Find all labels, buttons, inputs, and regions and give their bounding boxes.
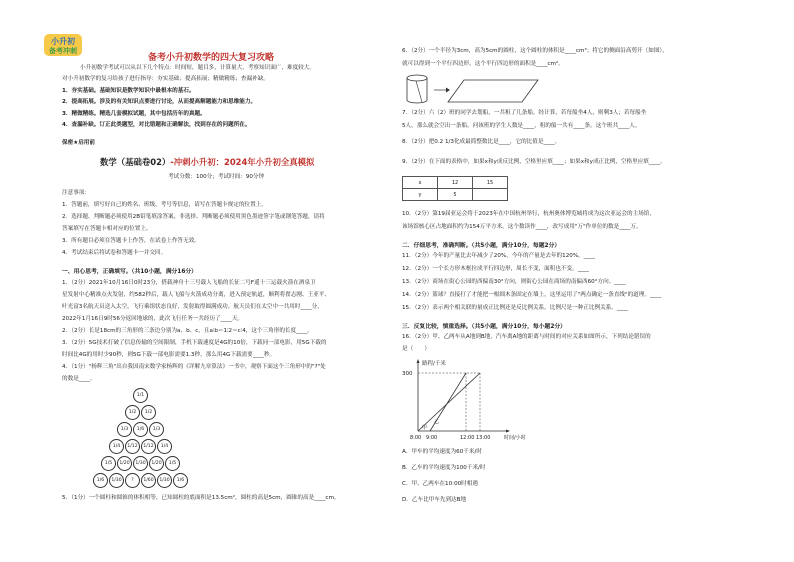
question-line: 10．（2分）第19届亚运会将于2023年在中国杭州举行，杭州奥体博览城将成为这次亚运会的主场馆， [402,211,655,217]
question-line: 5．（1分）一个圆柱和圆锥的体积相等，已知圆柱的底面积是13.5cm²，圆柱的高是5cm，圆锥的高是____cm。 [62,495,340,501]
table-cell [473,189,508,201]
section-3-heading: 三．反复比较，慎重选择。（共5小题，满分10分，每小题2分） [402,324,566,330]
y-axis-label: 路程/千米 [422,361,446,367]
triangle-node: 1/1 [133,388,148,403]
question-line: 2．（2分）长是18cm的三角形的三条边分别为a、b、c，且a∶b＝1∶2＝c∶4，这个三角形的长度____。 [62,328,313,334]
question-line: 5人，那么就会空出一条船，问该班的学生人数是____，租的船一共有____条。这个班共____人。 [402,123,641,129]
intro-line: 3．精做精练。精选几套模拟试题，其中包括历年的真题。 [62,111,206,117]
distance-time-graph [400,357,550,451]
question-line: 是（ ） [402,346,430,352]
yanghui-triangle [60,388,220,494]
intro-line: 2．提高拓展。涉及的有关知识点要进行讨论，从而提高解题能力和思维能力。 [62,99,257,105]
question-line: 7．（2分）六（2）班的同学去划船，一共租了几条船。经计算，若每船坐4人，则剩3人；若每船坐 [402,110,647,116]
intro-line: 1．夯实基础。基础知识是数学知识中最根本的基石。 [62,88,195,94]
paper-title-red: -冲刺小升初：2024年小升初全真模拟 [170,157,315,167]
triangle-node: 1/12 [125,439,140,454]
section-1-heading: 一、用心思考，正确填写。（共10小题，满分16分） [62,269,197,275]
question-line: 该场馆核心区占地面积约为154万平方米，这个数读作____，改写成用"万"作单位的数是____万。 [402,224,642,230]
table-cell: 5 [438,189,473,201]
triangle-node: 1/60 [141,473,156,488]
question-line: 星发射中心精准点火发射，约582秒后，载人飞船与火箭成功分离，进入预定轨道，顺利将翟志刚、王亚平、 [62,292,330,298]
question-line: 就可以得到一个平行四边形，这个平行四边形的面积是____cm²。 [402,61,564,67]
question-line: 2022年1月16日9时56分返回地球的，此次飞行任务一共经历了____天。 [62,316,244,322]
question-line: 16．（2分）甲、乙两车从A地到B地，汽车离A地的距离与时间的对应关系如图所示，下列结论错误的 [402,334,651,340]
x-tick-label: 9:00 [426,435,438,441]
triangle-node: 1/5 [101,456,116,471]
notes-title: 注意事项： [62,190,90,196]
intro-line: 4．查漏补缺。订正此类题型，对比错题和正确解法，找到存在的问题所在。 [62,122,251,128]
triangle-node: 1/12 [141,439,156,454]
table-cell: 15 [473,177,508,189]
paper-title [100,156,314,168]
question-line: 的数是____。 [62,376,96,382]
option-d: D．乙车比甲车先到达B地 [402,497,467,503]
logo [42,28,82,58]
question-line: 1．（2分）2021年10月16日0时23分，搭载神舟十三号载人飞船的长征二号F遥十三运载火箭在酒泉卫 [62,280,316,286]
x-tick-label: 8:00 [410,435,422,441]
section-2-heading: 二．仔细思考，准确判断。（共5小题，满分10分，每题2分） [402,243,561,249]
triangle-node: 1/6 [133,422,148,437]
series-a-label: 甲 [422,425,428,431]
question-line: 6．（2分）一个半径为3cm，高为5cm的圆柱，这个圆柱的体积是____cm³；将它的侧面沿高剪开（如图）， [402,48,668,54]
note-line: 答案填写在答题卡相对应的位置上。 [62,226,152,232]
triangle-node: 1/20 [117,456,132,471]
question-line: 14．（2分）篮球？直接打了才能把一根细木条固定在墙上，这里运用了"两点确定一条直线"的道理。____ [402,292,662,298]
question-line: 9．（2分）在下面的表格中，如果x和y成反比例，空格里应填____；如果x和y成正比例，空格里应填____。 [402,159,666,165]
y-tick-label: 300 [402,371,413,377]
triangle-node: 1/3 [117,422,132,437]
intro-line: 对小升初数学的复习给孩子进行指导：夯实基础；提高拓展；精做精练；查漏补缺。 [62,76,269,82]
triangle-node: 1/30 [133,456,148,471]
triangle-node: 1/4 [157,439,172,454]
question-line: 4．（1分）"杨辉三角"出自我国南宋数学家杨辉的《详解九章算法》一书中，观察下面这个三角形中的"?"处 [62,364,326,370]
page-header-title: 备考小升初数学的四大复习攻略 [148,53,275,63]
question-line: 叶光富3名航天员送入太空，飞行乘组状态良好，发射取得圆满成功。航天员们在太空中一共用时____分， [62,304,323,310]
x-tick-label: 13:00 [476,435,491,441]
option-b: B．乙车的平均速度为100千米/时 [402,465,486,471]
triangle-node: 1/2 [141,405,156,420]
svg-text:备考冲刺: 备考冲刺 [49,47,77,55]
triangle-node: 1/20 [149,456,164,471]
note-line: 2．选择题、判断题必须使用2B铅笔填涂答案，非选择、判断题必须使用黑色墨迹签字笔或钢笔答题，请将 [62,214,325,220]
table-cell: 12 [438,177,473,189]
table-cell: x [403,177,438,189]
svg-text:小升初: 小升初 [51,37,75,46]
triangle-node: 1/4 [109,439,124,454]
proportion-table [402,176,508,201]
question-line: 11．（2分）今年的产量比去年减少了20%，今年的产量是去年的120%。____ [402,253,595,259]
question-line: 8．（2分）把0.2 1/3化成最简整数比是____，它的比值是____。 [402,139,561,145]
series-a-line [418,373,480,431]
question-line: 时间比4G的用时少90秒，则5G下载一部电影需要1.3秒，那么用4G下载需要____秒。 [62,352,276,358]
question-line: 3．（2分）5G技术打破了信息传输的空间限制，手机下载速度是4G的10倍，下载同一部电影，用5G下载的 [62,340,327,346]
table-cell: y [403,189,438,201]
triangle-node: 1/30 [109,473,124,488]
triangle-node: 1/2 [125,405,140,420]
intro-line: 小升初数学考试可以从以下几个特点：时间短，题目多，计算量大，考察知识面广，难度较大。 [80,65,315,71]
paper-title-subject: 数学（基础卷02） [100,157,171,167]
triangle-node: 1/6 [93,473,108,488]
exam-info: 考试分数：100分；考试时间：90分钟 [168,174,265,180]
note-line: 1．答题前，填写好自己的姓名、班级、考号等信息，请写在答题卡规定的位置上。 [62,202,267,208]
option-a: A．甲车的平均速度为60千米/时 [402,449,482,455]
cylinder-figure [402,74,542,110]
question-line: 15．（2分）表示两个相关联的量成正比例还是反比例关系，比例尺是一种正比例关系。____ [402,305,629,311]
x-axis-label: 时间/小时 [504,435,526,441]
series-b-label: 乙 [434,419,440,425]
question-line: 12．（2分）一个长方形木框拉成平行四边形，周长不变，面积也不变。____ [402,266,589,272]
question-line: 13．（2分）商场在街心公园的西偏南30°方向，则街心公园在商场的南偏西60°方向。____ [402,279,626,285]
triangle-node: 1/5 [165,456,180,471]
note-line: 3．所有题目必须在答题卡上作答，在试卷上作答无效。 [62,238,200,244]
option-c: C．甲、乙两车在10:00时相遇 [402,481,478,487]
triangle-node: 1/30 [157,473,172,488]
secret-mark: 保密★启用前 [62,140,95,146]
triangle-node: ? [125,473,140,488]
triangle-node: 1/6 [173,473,188,488]
triangle-node: 1/3 [149,422,164,437]
note-line: 4．考试结束后将试卷和答题卡一并交回。 [62,250,167,256]
x-tick-label: 12:00 [460,435,475,441]
